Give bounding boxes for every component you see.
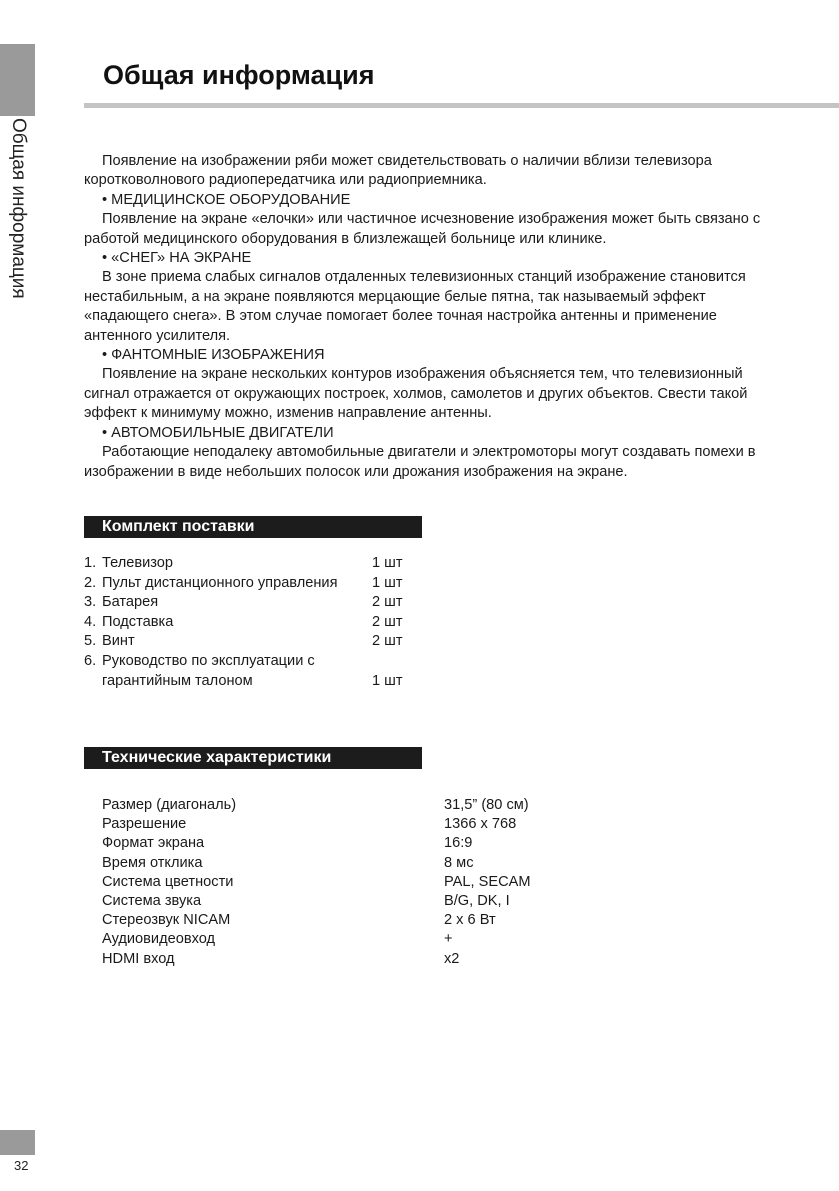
kit-item-qty: 2 шт: [372, 613, 403, 630]
kit-item-qty: 2 шт: [372, 633, 403, 650]
spec-value: 16:9: [444, 835, 473, 852]
kit-item-name: Телевизор: [102, 555, 174, 571]
side-section-label: Общая информация: [8, 118, 29, 299]
kit-item-number: 5.: [84, 633, 97, 650]
page-title: Общая информация: [103, 60, 375, 90]
spec-name: HDMI вход: [102, 950, 175, 967]
bullet-heading: • МЕДИЦИНСКОЕ ОБОРУДОВАНИЕ: [102, 191, 351, 208]
kit-item: [84, 632, 414, 652]
kit-list: [84, 554, 414, 691]
paragraph: Появление на экране нескольких контуров изображения объясняется тем, что телевизионный сигнал отражается от окружающих построек, холмов, самолетов и других объектов. Свести такой эффект к минимуму можно, изменив направление антенны.: [84, 366, 748, 422]
paragraph: В зоне приема слабых сигналов отдаленных телевизионных станций изображение становится нестабильным, а на экране появляются мерцающие белые пятна, так называемый эффект «падающего снега». В этом случае помогает более точная настройка антенны и применение антенного усилителя.: [84, 269, 746, 344]
spec-row: [102, 892, 602, 911]
kit-item: [84, 613, 414, 633]
spec-name: Стереозвук NICAM: [102, 912, 231, 929]
spec-row: [102, 950, 602, 969]
spec-name: Система звука: [102, 893, 202, 910]
bullet-heading: • «СНЕГ» НА ЭКРАНЕ: [102, 250, 252, 267]
spec-name: Разрешение: [102, 816, 187, 833]
spec-row: [102, 930, 602, 949]
kit-item-name: гарантийным талоном: [102, 672, 253, 689]
spec-name: Размер (диагональ): [102, 797, 237, 813]
page-number-tab: [0, 1130, 35, 1155]
spec-row: [102, 834, 602, 853]
title-rule: [84, 103, 839, 108]
body-text: [84, 152, 784, 482]
spec-row: [102, 911, 602, 930]
kit-item: [84, 554, 414, 574]
spec-name: Время отклика: [102, 854, 203, 871]
spec-value: 31,5” (80 см): [444, 797, 529, 813]
kit-item-number: 3.: [84, 594, 97, 611]
kit-item-number: 1.: [84, 555, 97, 571]
kit-item: [84, 672, 414, 692]
spec-row: [102, 815, 602, 834]
kit-item: [84, 652, 414, 672]
kit-item: [84, 593, 414, 613]
kit-item: [84, 574, 414, 594]
kit-item-name: Винт: [102, 633, 135, 650]
bullet-heading: • ФАНТОМНЫЕ ИЗОБРАЖЕНИЯ: [102, 347, 325, 364]
spec-value: 2 x 6 Вт: [444, 912, 496, 929]
spec-name: Аудиовидеовход: [102, 931, 216, 948]
kit-item-name: Пульт дистанционного управления: [102, 574, 338, 591]
kit-heading: Комплект поставки: [84, 516, 422, 538]
side-tab-marker: [0, 44, 35, 116]
kit-item-qty: 1 шт: [372, 672, 403, 689]
kit-item-name: Руководство по эксплуатации с: [102, 652, 315, 669]
spec-name: Формат экрана: [102, 835, 205, 852]
spec-value: PAL, SECAM: [444, 873, 531, 890]
kit-item-qty: 2 шт: [372, 594, 403, 611]
kit-item-number: 4.: [84, 613, 97, 630]
spec-value: x2: [444, 950, 460, 967]
spec-row: [102, 796, 602, 815]
spec-value: 8 мс: [444, 854, 474, 871]
paragraph: Появление на экране «елочки» или частичное исчезновение изображения может быть связано с работой медицинского оборудования в близлежащей больнице или клинике.: [84, 211, 761, 247]
bullet-heading: • АВТОМОБИЛЬНЫЕ ДВИГАТЕЛИ: [102, 424, 334, 441]
spec-value: +: [444, 931, 453, 948]
kit-item-qty: 1 шт: [372, 574, 403, 591]
page-number: 32: [14, 1158, 29, 1173]
kit-item-number: 2.: [84, 574, 97, 591]
spec-value: 1366 x 768: [444, 816, 517, 833]
paragraph: Работающие неподалеку автомобильные двигатели и электромоторы могут создавать помехи в изображении в виде небольших полосок или дрожания изображения на экране.: [84, 444, 756, 480]
spec-row: [102, 873, 602, 892]
spec-name: Система цветности: [102, 873, 234, 890]
specs-table: [102, 796, 602, 969]
kit-item-qty: 1 шт: [372, 555, 403, 571]
paragraph: Появление на изображении ряби может свидетельствовать о наличии вблизи телевизора коротковолнового радиопередатчика или радиоприемника.: [84, 153, 712, 189]
kit-item-qty: [372, 652, 412, 672]
spec-value: B/G, DK, I: [444, 893, 510, 910]
kit-item-number: [84, 672, 102, 692]
kit-item-name: Подставка: [102, 613, 174, 630]
specs-heading: Технические характеристики: [84, 747, 422, 769]
spec-row: [102, 854, 602, 873]
kit-item-name: Батарея: [102, 594, 159, 611]
kit-item-number: 6.: [84, 652, 97, 669]
